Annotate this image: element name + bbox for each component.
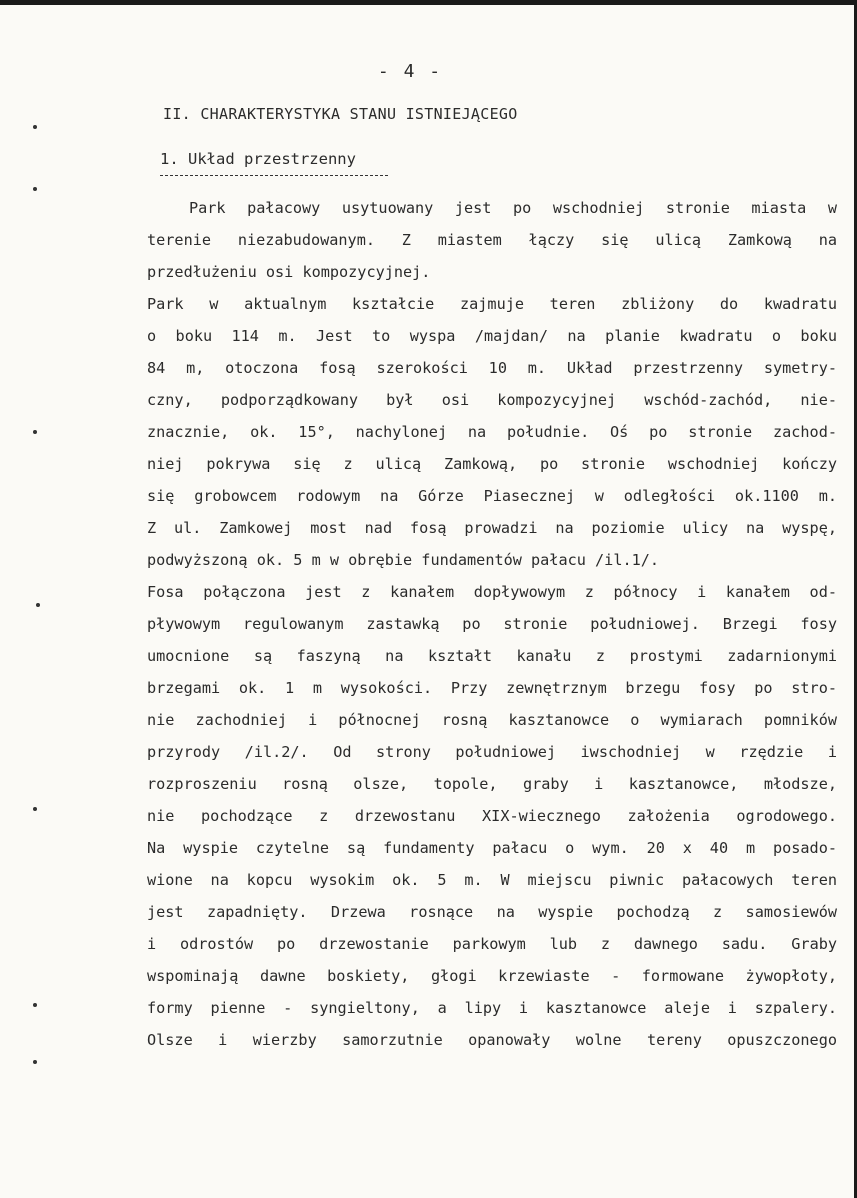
body-text (147, 192, 837, 1056)
text-line: nie pochodzące z drzewostanu XIX-wiecznego założenia ogrodowego. (147, 807, 837, 825)
text-line: brzegami ok. 1 m wysokości. Przy zewnętrznym brzegu fosy po stro- (147, 679, 837, 697)
text-line: znacznie, ok. 15°, nachylonej na południe. Oś po stronie zachod- (147, 423, 837, 441)
subsection-underline (160, 175, 388, 176)
text-line: wione na kopcu wysokim ok. 5 m. W miejscu piwnic pałacowych teren (147, 871, 837, 889)
text-line: przyrody /il.2/. Od strony południowej iwschodniej w rzędzie i (147, 743, 837, 761)
text-line: umocnione są faszyną na kształt kanału z prostymi zadarnionymi (147, 647, 837, 665)
text-line: niej pokrywa się z ulicą Zamkową, po stronie wschodniej kończy (147, 455, 837, 473)
margin-dot (33, 125, 37, 129)
text-line: Na wyspie czytelne są fundamenty pałacu o wym. 20 x 40 m posado- (147, 839, 837, 857)
text-line: pływowym regulowanym zastawką po stronie południowej. Brzegi fosy (147, 615, 837, 633)
margin-dot (33, 1060, 37, 1064)
text-line: przedłużeniu osi kompozycyjnej. (147, 263, 431, 281)
text-line: nie zachodniej i północnej rosną kasztanowce o wymiarach pomników (147, 711, 837, 729)
text-line: Fosa połączona jest z kanałem dopływowym z północy i kanałem od- (147, 583, 837, 601)
text-line: się grobowcem rodowym na Górze Piasecznej w odległości ok.1100 m. (147, 487, 837, 505)
text-line: czny, podporządkowany był osi kompozycyjnej wschód-zachód, nie- (147, 391, 837, 409)
text-line: wspominają dawne boskiety, głogi krzewiaste - formowane żywopłoty, (147, 967, 837, 985)
text-line: podwyższoną ok. 5 m w obrębie fundamentów pałacu /il.1/. (147, 551, 660, 569)
margin-dot (33, 430, 37, 434)
text-line: formy pienne - syngieltony, a lipy i kasztanowce aleje i szpalery. (147, 999, 837, 1017)
subsection-heading: 1. Układ przestrzenny (160, 150, 356, 168)
text-line: Park w aktualnym kształcie zajmuje teren zbliżony do kwadratu (147, 295, 837, 313)
text-line: o boku 114 m. Jest to wyspa /majdan/ na planie kwadratu o boku (147, 327, 837, 345)
text-line: i odrostów po drzewostanie parkowym lub z dawnego sadu. Graby (147, 935, 837, 953)
margin-dot (33, 1003, 37, 1007)
text-line: Z ul. Zamkowej most nad fosą prowadzi na poziomie ulicy na wyspę, (147, 519, 837, 537)
text-line: terenie niezabudowanym. Z miastem łączy się ulicą Zamkową na (147, 231, 837, 249)
text-line: jest zapadnięty. Drzewa rosnące na wyspie pochodzą z samosiewów (147, 903, 837, 921)
section-heading: II. CHARAKTERYSTYKA STANU ISTNIEJĄCEGO (163, 105, 518, 123)
page-number: - 4 - (377, 61, 443, 82)
text-line: rozproszeniu rosną olsze, topole, graby i kasztanowce, młodsze, (147, 775, 837, 793)
text-line: 84 m, otoczona fosą szerokości 10 m. Układ przestrzenny symetry- (147, 359, 837, 377)
text-line: Olsze i wierzby samorzutnie opanowały wolne tereny opuszczonego (147, 1031, 837, 1049)
margin-dot (33, 807, 37, 811)
margin-dot (33, 187, 37, 191)
text-line: Park pałacowy usytuowany jest po wschodniej stronie miasta w (189, 199, 837, 217)
margin-dot (36, 603, 40, 607)
